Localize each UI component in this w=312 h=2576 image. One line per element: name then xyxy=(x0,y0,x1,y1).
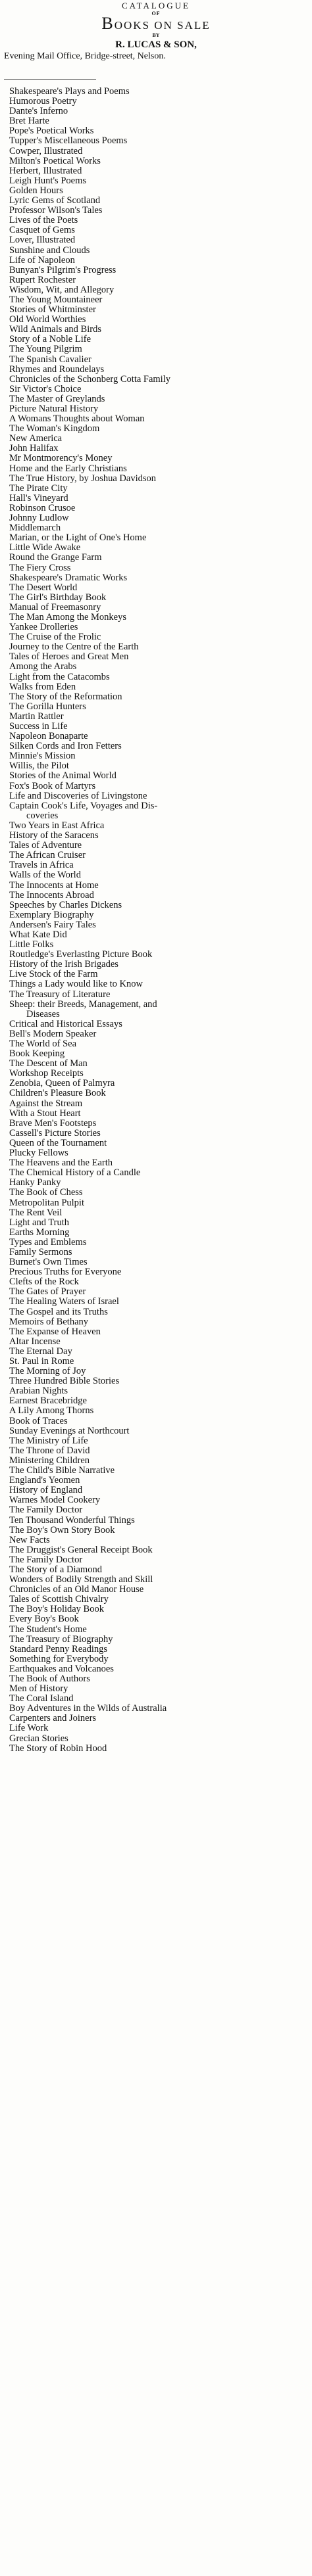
book-title: Among the Arabs xyxy=(9,661,77,672)
book-title: The Young Mountaineer xyxy=(9,294,103,305)
book-title: The Gates of Prayer xyxy=(9,1286,86,1298)
book-title: Round the Grange Farm xyxy=(9,552,102,563)
book-title: Arabian Nights xyxy=(9,1386,68,1397)
book-title: Stories of the Animal World xyxy=(9,770,117,782)
book-title: Picture Natural History xyxy=(9,404,99,414)
book-title: Cassell's Picture Stories xyxy=(9,1127,101,1138)
book-title: Pope's Poetical Works xyxy=(9,126,94,137)
book-title: Light and Truth xyxy=(9,1217,70,1228)
book-title: Dante's Inferno xyxy=(9,106,68,117)
book-title: History of the Saracens xyxy=(9,830,99,841)
book-title: Earths Morning xyxy=(9,1227,70,1238)
book-title: Ministering Children xyxy=(9,1455,90,1466)
book-title: Willis, the Pilot xyxy=(9,761,69,772)
book-title: Family Sermons xyxy=(9,1246,72,1257)
book-title: The Story of a Diamond xyxy=(9,1564,102,1575)
book-title: Napoleon Bonaparte xyxy=(9,731,88,742)
book-title: The Boy's Own Story Book xyxy=(9,1524,115,1535)
book-title: Chronicles of the Schonberg Cotta Family xyxy=(9,373,170,385)
book-title: The Boy's Holiday Book xyxy=(9,1604,104,1615)
book-title: The Treasury of Biography xyxy=(9,1633,113,1645)
book-title: Every Boy's Book xyxy=(9,1614,79,1625)
book-title: What Kate Did xyxy=(9,929,67,940)
book-title: The Heavens and the Earth xyxy=(9,1158,113,1169)
book-title: The Master of Greylands xyxy=(9,393,105,404)
book-title: The Fiery Cross xyxy=(9,562,71,573)
book-title: History of the Irish Brigades xyxy=(9,959,118,970)
book-title: Workshop Receipts xyxy=(9,1068,84,1079)
book-title: The Story of Robin Hood xyxy=(9,1743,107,1754)
book-title: Boy Adventures in the Wilds of Australia xyxy=(9,1703,167,1714)
book-title: The Gorilla Hunters xyxy=(9,701,86,712)
book-title: Wild Animals and Birds xyxy=(9,324,101,335)
book-title: Captain Cook's Life, Voyages and Dis- xyxy=(9,800,158,811)
catalogue-by: BY xyxy=(152,32,160,38)
book-title: The Rent Veil xyxy=(9,1207,63,1218)
catalogue-initial: B xyxy=(101,14,115,33)
book-title: Tales of Adventure xyxy=(9,840,82,851)
book-title: Manual of Freemasonry xyxy=(9,601,101,613)
book-title: Something for Everybody xyxy=(9,1653,109,1664)
book-title: Shakespeare's Dramatic Works xyxy=(9,572,128,583)
book-title: Life and Discoveries of Livingstone xyxy=(9,790,147,801)
book-title: The True History, by Joshua Davidson xyxy=(9,473,157,484)
book-title: Tales of Scottish Chivalry xyxy=(9,1594,109,1605)
book-title: Marian, or the Light of One's Home xyxy=(9,532,147,544)
book-title: Old World Worthies xyxy=(9,314,86,325)
book-title: The Descent of Man xyxy=(9,1058,88,1069)
book-title: The Coral Island xyxy=(9,1693,74,1704)
book-title: Chronicles of an Old Manor House xyxy=(9,1584,144,1595)
book-title: The Man Among the Monkeys xyxy=(9,611,127,622)
book-title: Lyric Gems of Scotland xyxy=(9,195,101,206)
book-title: The Healing Waters of Israel xyxy=(9,1296,119,1307)
book-title: Hall's Vineyard xyxy=(9,492,68,503)
book-title: The Innocents Abroad xyxy=(9,889,94,901)
book-title: Memoirs of Bethany xyxy=(9,1316,89,1327)
book-title: Yankee Drolleries xyxy=(9,622,78,633)
book-title: The African Cruiser xyxy=(9,850,86,861)
book-title: Shakespeare's Plays and Poems xyxy=(9,86,130,97)
book-title: Warnes Model Cookery xyxy=(9,1495,101,1506)
book-title: Golden Hours xyxy=(9,185,63,196)
book-title: Live Stock of the Farm xyxy=(9,969,98,980)
publisher-address: Evening Mail Office, Bridge-street, Nelson. xyxy=(4,51,166,61)
book-title: Lover, Illustrated xyxy=(9,235,76,246)
book-title: The Chemical History of a Candle xyxy=(9,1167,141,1179)
publisher-name: R. LUCAS & SON, xyxy=(115,39,197,50)
book-title: The Expanse of Heaven xyxy=(9,1326,101,1337)
book-title: Herbert, Illustrated xyxy=(9,165,82,176)
book-title: A Lily Among Thorns xyxy=(9,1405,94,1417)
book-title: Tales of Heroes and Great Men xyxy=(9,651,129,663)
book-title: Precious Truths for Everyone xyxy=(9,1267,122,1278)
book-title: St. Paul in Rome xyxy=(9,1356,74,1367)
book-title: Earthquakes and Volcanoes xyxy=(9,1663,114,1674)
book-title: New Facts xyxy=(9,1534,50,1545)
book-title: The Treasury of Literature xyxy=(9,989,111,1000)
book-title: Silken Cords and Iron Fetters xyxy=(9,741,122,752)
heading-rule xyxy=(4,79,96,80)
book-title: Types and Emblems xyxy=(9,1236,87,1248)
book-title: The Family Doctor xyxy=(9,1505,83,1516)
book-title: Sunday Evenings at Northcourt xyxy=(9,1425,130,1436)
book-title: Men of History xyxy=(9,1683,68,1695)
book-title: Tupper's Miscellaneous Poems xyxy=(9,135,128,147)
book-title: Travels in Africa xyxy=(9,860,74,871)
book-title: Book Keeping xyxy=(9,1048,65,1060)
book-title: Ten Thousand Wonderful Things xyxy=(9,1514,135,1526)
book-title: Johnny Ludlow xyxy=(9,513,69,524)
book-title: The Desert World xyxy=(9,582,78,593)
book-title: Clefts of the Rock xyxy=(9,1276,79,1288)
book-title: Wisdom, Wit, and Allegory xyxy=(9,284,115,295)
book-title: Professor Wilson's Tales xyxy=(9,205,103,216)
book-title: Andersen's Fairy Tales xyxy=(9,919,96,930)
book-title: Walls of the World xyxy=(9,870,81,881)
book-title: Standard Penny Readings xyxy=(9,1643,108,1654)
book-title: Light from the Catacombs xyxy=(9,671,110,682)
book-title: The Woman's Kingdom xyxy=(9,423,100,434)
book-title: Routledge's Everlasting Picture Book xyxy=(9,949,153,960)
book-title: Bunyan's Pilgrim's Progress xyxy=(9,264,117,275)
book-title: Children's Pleasure Book xyxy=(9,1088,106,1099)
book-title: Minnie's Mission xyxy=(9,751,76,762)
book-title: Things a Lady would like to Know xyxy=(9,979,143,990)
book-title: Milton's Poetical Works xyxy=(9,155,101,166)
book-title: Burnet's Own Times xyxy=(9,1257,88,1268)
book-title: The Family Doctor xyxy=(9,1554,83,1565)
book-title: Life of Napoleon xyxy=(9,254,75,266)
book-title: A Womans Thoughts about Woman xyxy=(9,413,145,425)
book-title: The Gospel and its Truths xyxy=(9,1306,108,1317)
book-title: Sheep: their Breeds, Management, and xyxy=(9,998,157,1010)
book-title: Metropolitan Pulpit xyxy=(9,1197,84,1208)
catalogue-main-rest: OOKS ON SALE xyxy=(114,19,211,32)
book-title: Diseases xyxy=(26,1008,60,1019)
book-title: Three Hundred Bible Stories xyxy=(9,1376,120,1387)
book-title: Life Work xyxy=(9,1723,49,1734)
book-title: Robinson Crusoe xyxy=(9,502,76,513)
book-title: The Story of the Reformation xyxy=(9,691,122,702)
book-title: With a Stout Heart xyxy=(9,1108,81,1119)
book-title: Exemplary Biography xyxy=(9,909,94,920)
book-title: The Ministry of Life xyxy=(9,1435,88,1446)
book-title: England's Yeomen xyxy=(9,1475,80,1486)
book-title: Casquet of Gems xyxy=(9,225,75,236)
book-title: New America xyxy=(9,433,63,444)
book-title: The Young Pilgrim xyxy=(9,344,82,355)
book-title: The Child's Bible Narrative xyxy=(9,1465,115,1476)
book-title: coveries xyxy=(26,810,59,821)
book-title: The Book of Chess xyxy=(9,1187,83,1198)
book-title: John Halifax xyxy=(9,443,59,454)
book-title: The Eternal Day xyxy=(9,1346,72,1357)
book-title: The Cruise of the Frolic xyxy=(9,632,101,643)
book-title: The Girl's Birthday Book xyxy=(9,592,107,603)
book-title: Against the Stream xyxy=(9,1098,83,1109)
book-title: Plucky Fellows xyxy=(9,1148,68,1159)
book-title: Critical and Historical Essays xyxy=(9,1018,122,1029)
book-title: Home and the Early Christians xyxy=(9,463,127,474)
book-title: Journey to the Centre of the Earth xyxy=(9,642,139,653)
book-title: Little Folks xyxy=(9,939,54,950)
book-title: The Innocents at Home xyxy=(9,879,99,891)
book-title: Cowper, Illustrated xyxy=(9,145,83,156)
book-title: Little Wide Awake xyxy=(9,542,81,553)
book-title: The Spanish Cavalier xyxy=(9,354,91,365)
book-title: The Student's Home xyxy=(9,1624,87,1635)
book-list xyxy=(9,87,305,1754)
book-title: Leigh Hunt's Poems xyxy=(9,175,86,186)
catalogue-heading xyxy=(0,1,312,62)
book-title: The Druggist's General Receipt Book xyxy=(9,1544,153,1555)
book-title: Zenobia, Queen of Palmyra xyxy=(9,1078,115,1089)
book-title: Humorous Poetry xyxy=(9,96,77,107)
catalogue-of: OF xyxy=(151,11,161,16)
book-title: The Book of Authors xyxy=(9,1674,90,1684)
book-title: The Throne of David xyxy=(9,1445,90,1456)
book-title: Lives of the Poets xyxy=(9,215,78,226)
book-title: Two Years in East Africa xyxy=(9,820,105,831)
book-title: Hanky Panky xyxy=(9,1177,61,1188)
book-title: Middlemarch xyxy=(9,523,61,534)
book-title: Carpenters and Joiners xyxy=(9,1713,97,1724)
book-title: Sir Victor's Choice xyxy=(9,383,82,394)
book-title: Story of a Noble Life xyxy=(9,334,91,345)
book-title: Rupert Rochester xyxy=(9,274,76,285)
book-title: Book of Traces xyxy=(9,1415,68,1426)
book-title: Altar Incense xyxy=(9,1336,61,1347)
book-title: Brave Men's Footsteps xyxy=(9,1117,97,1129)
book-title: Fox's Book of Martyrs xyxy=(9,780,96,791)
book-title: Sunshine and Clouds xyxy=(9,245,90,256)
book-title: Success in Life xyxy=(9,721,68,732)
book-title: History of England xyxy=(9,1485,83,1496)
book-title: Mr Montmorency's Money xyxy=(9,453,113,464)
book-title: The Morning of Joy xyxy=(9,1366,86,1377)
book-title: The World of Sea xyxy=(9,1039,77,1049)
book-title: Wonders of Bodily Strength and Skill xyxy=(9,1574,153,1585)
book-title: Queen of the Tournament xyxy=(9,1137,107,1148)
catalogue-main-title xyxy=(0,14,312,33)
book-title: Walks from Eden xyxy=(9,681,76,692)
book-title: Martin Rattler xyxy=(9,711,64,722)
book-title: Earnest Bracebridge xyxy=(9,1395,87,1407)
book-title: The Pirate City xyxy=(9,482,68,494)
book-title: Bell's Modern Speaker xyxy=(9,1028,97,1039)
book-title: Grecian Stories xyxy=(9,1733,68,1744)
book-title: Stories of Whitminster xyxy=(9,304,96,316)
book-title: Speeches by Charles Dickens xyxy=(9,899,122,910)
book-title: Bret Harte xyxy=(9,116,49,127)
book-title: Rhymes and Roundelays xyxy=(9,363,105,375)
catalogue-title: CATALOGUE xyxy=(122,1,190,11)
